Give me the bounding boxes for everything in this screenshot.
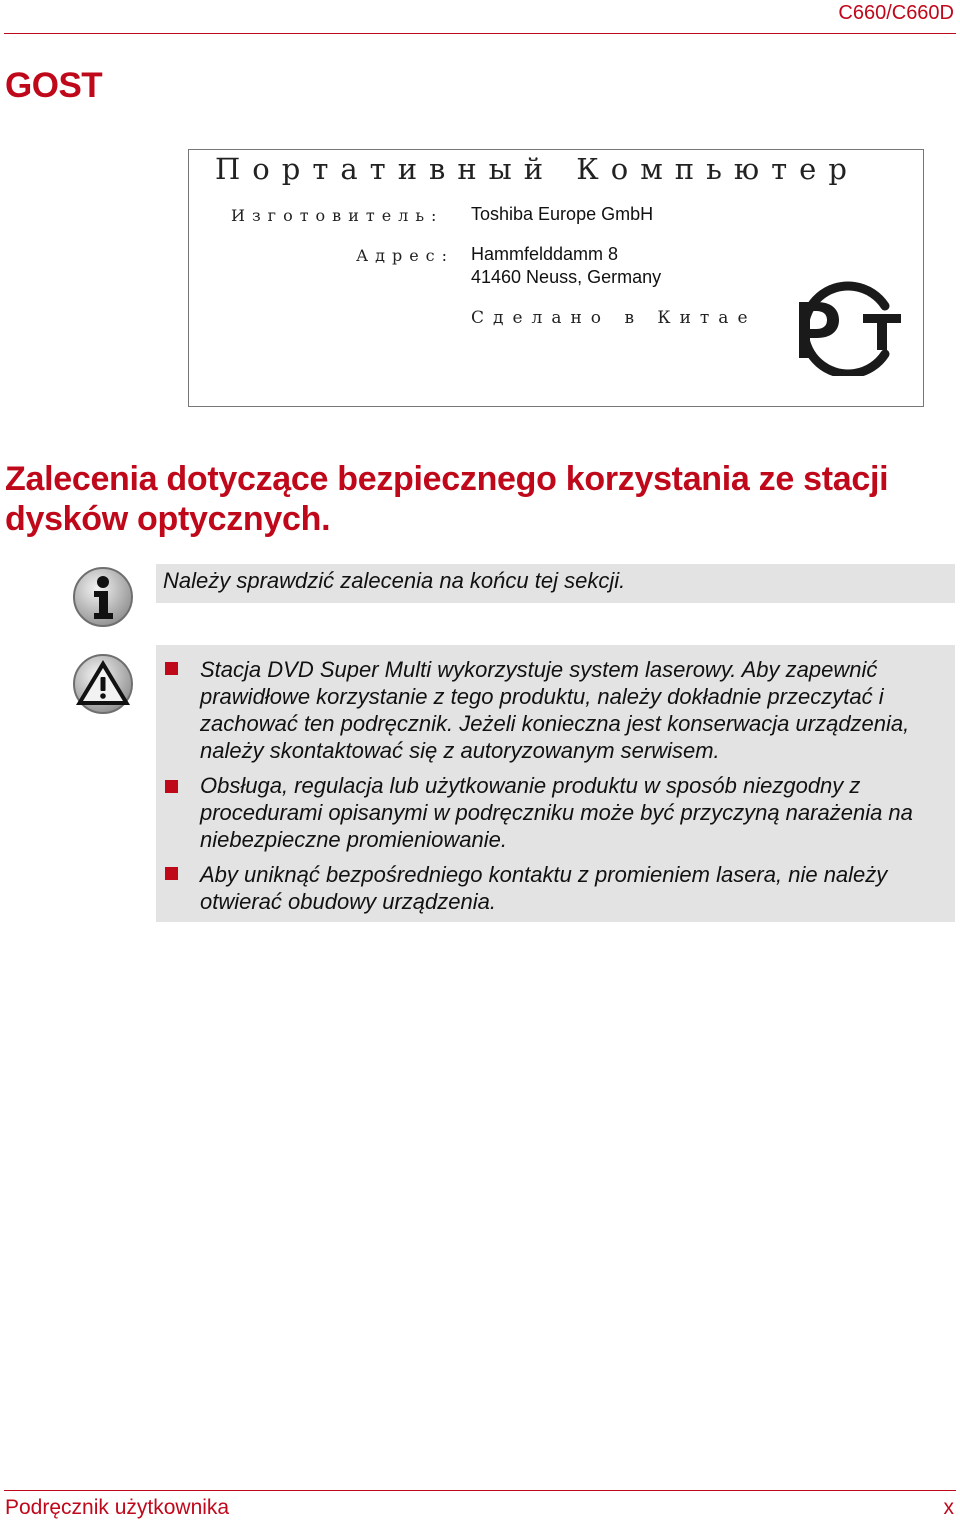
footer-divider [4,1490,956,1491]
footer-manual-title: Podręcznik użytkownika [5,1496,230,1519]
warning-item-2: Obsługa, regulacja lub użytkowanie produktu w sposób niezgodny z procedurami opisanymi w podręczniku może być przyczyną narażenia na niebezpieczne promieniowanie. [200,773,913,852]
gost-label-box [188,149,924,407]
gost-made-in: Сделано в Китае [471,308,757,328]
bullet-marker [165,780,178,793]
gost-product-name: Портативный Компьютер [215,152,859,186]
warning-item-3: Aby uniknąć bezpośredniego kontaktu z promieniem lasera, nie należy otwierać obudowy urządzenia. [200,862,888,914]
warning-box [156,645,955,922]
footer-page-number: x [943,1496,954,1519]
gost-manufacturer-value: Toshiba Europe GmbH [471,204,654,224]
warning-icon [72,653,134,715]
gost-address-label: Адрес: [356,246,455,265]
gost-manufacturer-label: Изготовитель: [231,206,444,225]
gost-address-line2: 41460 Neuss, Germany [471,267,662,287]
note-box [156,564,955,603]
info-icon [72,566,134,628]
warning-item-1: Stacja DVD Super Multi wykorzystuje system laserowy. Aby zapewnić prawidłowe korzystanie z tego produktu, należy dokładnie przeczytać i zachować ten podręcznik. Jeżeli konieczna jest konserwacja urządzenia, należy skontaktować się z autoryzowanym serwisem. [200,657,910,763]
header-divider [4,33,956,34]
bullet-marker [165,867,178,880]
header-model: C660/C660D [838,2,954,24]
gost-heading: GOST [5,66,103,105]
gost-address-line1: Hammfelddamm 8 [471,244,619,264]
note-text: Należy sprawdzić zalecenia na końcu tej sekcji. [163,568,626,593]
pct-certification-mark-icon [777,280,903,376]
section-title: Zalecenia dotyczące bezpiecznego korzystania ze stacji dysków optycznych. [5,460,889,538]
bullet-marker [165,662,178,675]
